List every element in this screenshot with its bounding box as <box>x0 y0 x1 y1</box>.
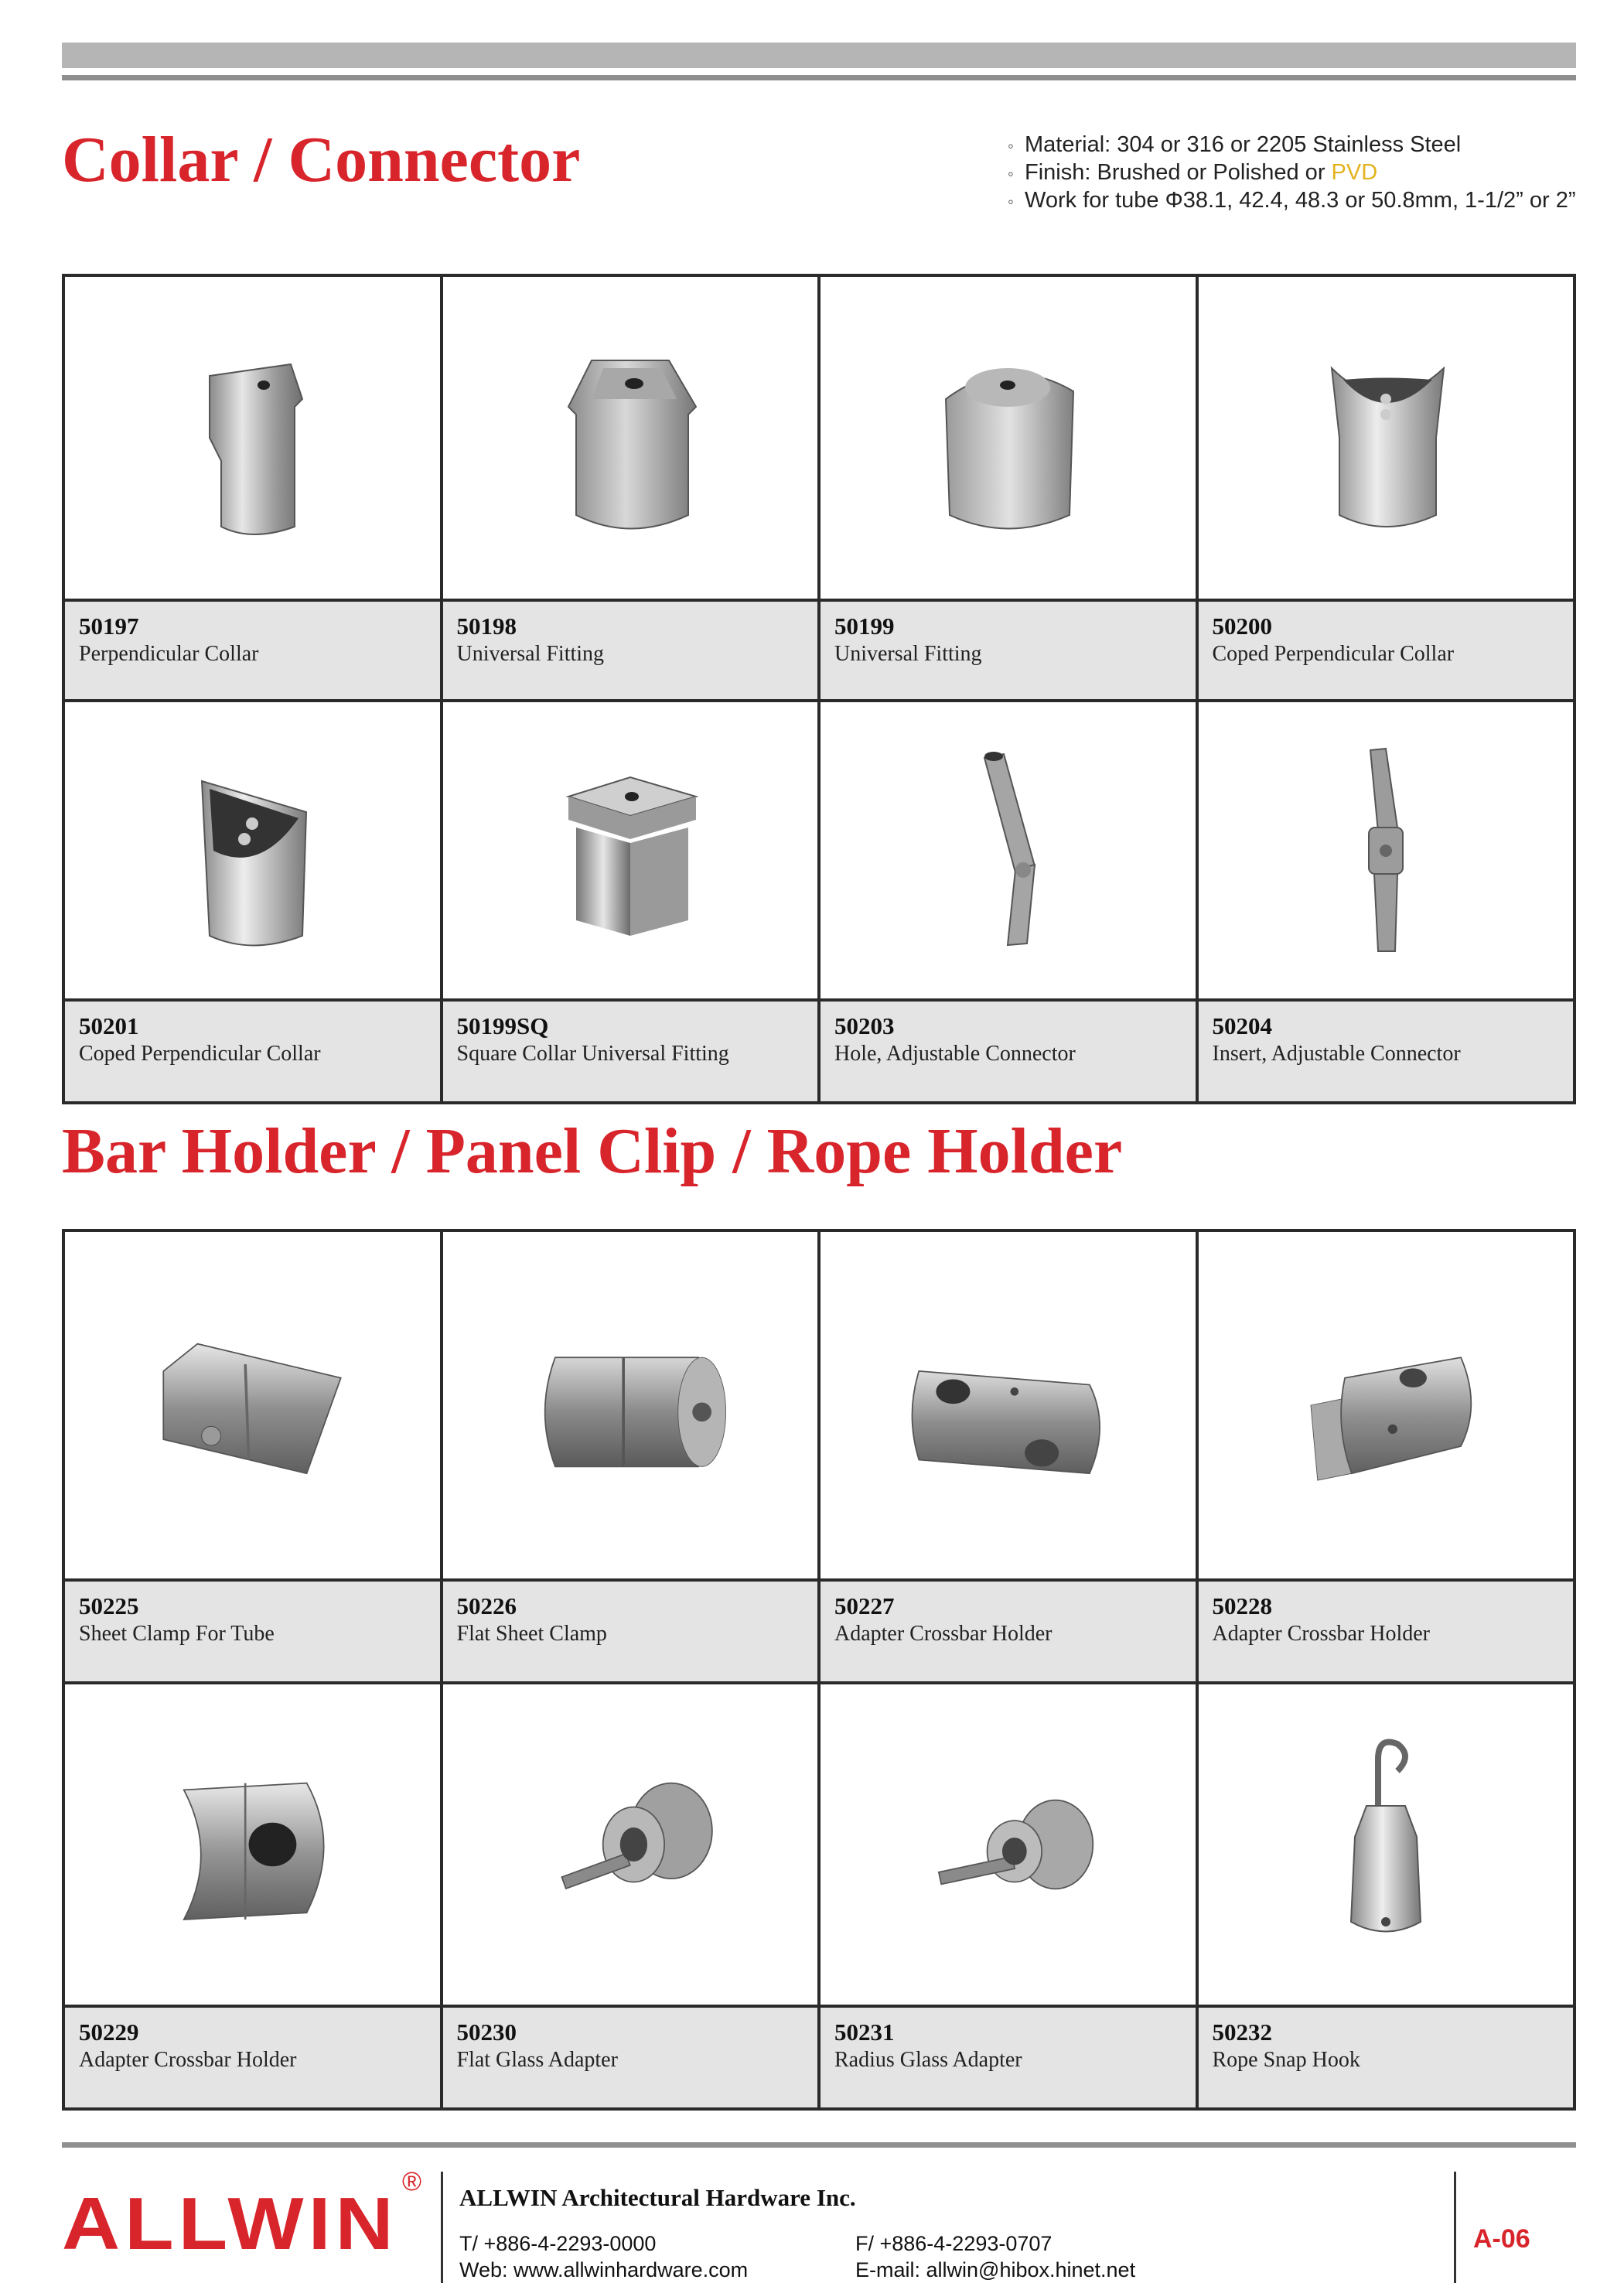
coped-collar-icon <box>65 702 440 1002</box>
product-card[interactable] <box>443 1232 821 1684</box>
spec-item: ◦ Material: 304 or 316 or 2205 Stainless Steel <box>1008 132 1462 157</box>
product-card[interactable] <box>821 702 1199 1104</box>
product-caption <box>443 602 818 699</box>
product-caption <box>1199 602 1574 699</box>
product-card[interactable] <box>65 702 443 1104</box>
product-card[interactable] <box>65 1232 443 1684</box>
header-rule <box>62 75 1576 80</box>
product-code: 50229 <box>79 2019 139 2046</box>
product-name: Sheet Clamp For Tube <box>79 1622 275 1646</box>
product-name: Perpendicular Collar <box>79 642 259 666</box>
pvd-highlight: PVD <box>1331 160 1378 185</box>
fax-number: F/ +886-4-2293-0707 <box>855 2232 1053 2255</box>
product-name: Adapter Crossbar Holder <box>79 2048 297 2072</box>
product-name: Coped Perpendicular Collar <box>1212 642 1455 666</box>
product-code: 50230 <box>456 2019 517 2046</box>
product-caption <box>1199 2008 1574 2107</box>
section-title-collar: Collar / Connector <box>62 124 581 196</box>
allwin-logo: ALLWIN <box>62 2182 398 2266</box>
product-name: Radius Glass Adapter <box>834 2048 1022 2072</box>
product-caption <box>1199 1002 1574 1101</box>
product-card[interactable] <box>65 1684 443 2111</box>
product-name: Flat Sheet Clamp <box>456 1622 607 1646</box>
product-card[interactable] <box>821 1232 1199 1684</box>
product-caption <box>443 1582 818 1681</box>
product-code: 50232 <box>1212 2019 1272 2046</box>
product-name: Insert, Adjustable Connector <box>1212 1042 1461 1066</box>
product-name: Adapter Crossbar Holder <box>834 1622 1053 1646</box>
crossbar-holder-icon <box>65 1684 440 2008</box>
product-card[interactable] <box>1199 1232 1577 1684</box>
product-card[interactable] <box>1199 277 1577 702</box>
product-code: 50225 <box>79 1592 139 1619</box>
spec-list <box>1008 131 1611 215</box>
product-code: 50204 <box>1212 1012 1272 1039</box>
product-grid-bar-holder <box>62 1229 1576 2111</box>
adjustable-connector-icon <box>821 702 1196 1002</box>
email-link[interactable]: E-mail: allwin@hibox.hinet.net <box>855 2258 1136 2281</box>
footer-divider <box>441 2172 443 2283</box>
product-card[interactable] <box>821 277 1199 702</box>
product-code: 50203 <box>834 1012 895 1039</box>
product-code: 50199 <box>834 613 895 640</box>
product-name: Square Collar Universal Fitting <box>456 1042 729 1066</box>
page-number: A-06 <box>1473 2224 1530 2254</box>
product-caption <box>65 2008 440 2107</box>
footer-rule <box>62 2142 1576 2148</box>
sheet-clamp-icon <box>65 1232 440 1582</box>
product-code: 50231 <box>834 2019 895 2046</box>
product-grid-collar <box>62 274 1576 1104</box>
product-code: 50197 <box>79 613 139 640</box>
product-caption <box>65 1582 440 1681</box>
perpendicular-collar-icon <box>65 277 440 602</box>
product-caption <box>821 602 1196 699</box>
product-name: Universal Fitting <box>456 642 605 666</box>
product-caption <box>1199 1582 1574 1681</box>
spec-item: ◦ Work for tube Φ38.1, 42.4, 48.3 or 50.8mm, 1-1/2” or 2” <box>1008 188 1576 213</box>
product-code: 50228 <box>1212 1592 1272 1619</box>
product-name: Coped Perpendicular Collar <box>79 1042 321 1066</box>
flat-sheet-clamp-icon <box>443 1232 818 1582</box>
header-band <box>62 43 1576 68</box>
product-caption <box>443 2008 818 2107</box>
snap-hook-icon <box>1199 1684 1574 2008</box>
product-card[interactable] <box>443 1684 821 2111</box>
product-caption <box>65 1002 440 1101</box>
glass-adapter-icon <box>821 1684 1196 2008</box>
product-name: Hole, Adjustable Connector <box>834 1042 1076 1066</box>
product-card[interactable] <box>443 702 821 1104</box>
product-caption <box>821 1582 1196 1681</box>
square-collar-icon <box>443 702 818 1002</box>
universal-fitting-icon <box>821 277 1196 602</box>
product-name: Flat Glass Adapter <box>456 2048 618 2072</box>
crossbar-holder-icon <box>821 1232 1196 1582</box>
phone-number: T/ +886-4-2293-0000 <box>459 2232 657 2255</box>
product-code: 50227 <box>834 1592 895 1619</box>
product-code: 50226 <box>456 1592 517 1619</box>
spec-item: ◦ Finish: Brushed or Polished or PVD <box>1008 160 1378 185</box>
product-code: 50200 <box>1212 613 1272 640</box>
adjustable-connector-icon <box>1199 702 1574 1002</box>
product-card[interactable] <box>65 277 443 702</box>
product-name: Universal Fitting <box>834 642 982 666</box>
coped-collar-icon <box>1199 277 1574 602</box>
section-title-bar-holder: Bar Holder / Panel Clip / Rope Holder <box>62 1115 1123 1187</box>
product-card[interactable] <box>1199 1684 1577 2111</box>
footer-divider <box>1454 2172 1456 2283</box>
product-caption <box>821 2008 1196 2107</box>
crossbar-holder-icon <box>1199 1232 1574 1582</box>
product-name: Rope Snap Hook <box>1212 2048 1360 2072</box>
website-link[interactable]: Web: www.allwinhardware.com <box>459 2258 749 2281</box>
product-caption <box>821 1002 1196 1101</box>
product-code: 50198 <box>456 613 517 640</box>
registered-mark: ® <box>402 2167 422 2196</box>
glass-adapter-icon <box>443 1684 818 2008</box>
product-code: 50201 <box>79 1012 139 1039</box>
company-name: ALLWIN Architectural Hardware Inc. <box>459 2184 856 2211</box>
universal-fitting-icon <box>443 277 818 602</box>
product-card[interactable] <box>821 1684 1199 2111</box>
product-code: 50199SQ <box>456 1012 549 1039</box>
product-caption <box>443 1002 818 1101</box>
product-card[interactable] <box>443 277 821 702</box>
product-caption <box>65 602 440 699</box>
product-card[interactable] <box>1199 702 1577 1104</box>
product-name: Adapter Crossbar Holder <box>1212 1622 1430 1646</box>
